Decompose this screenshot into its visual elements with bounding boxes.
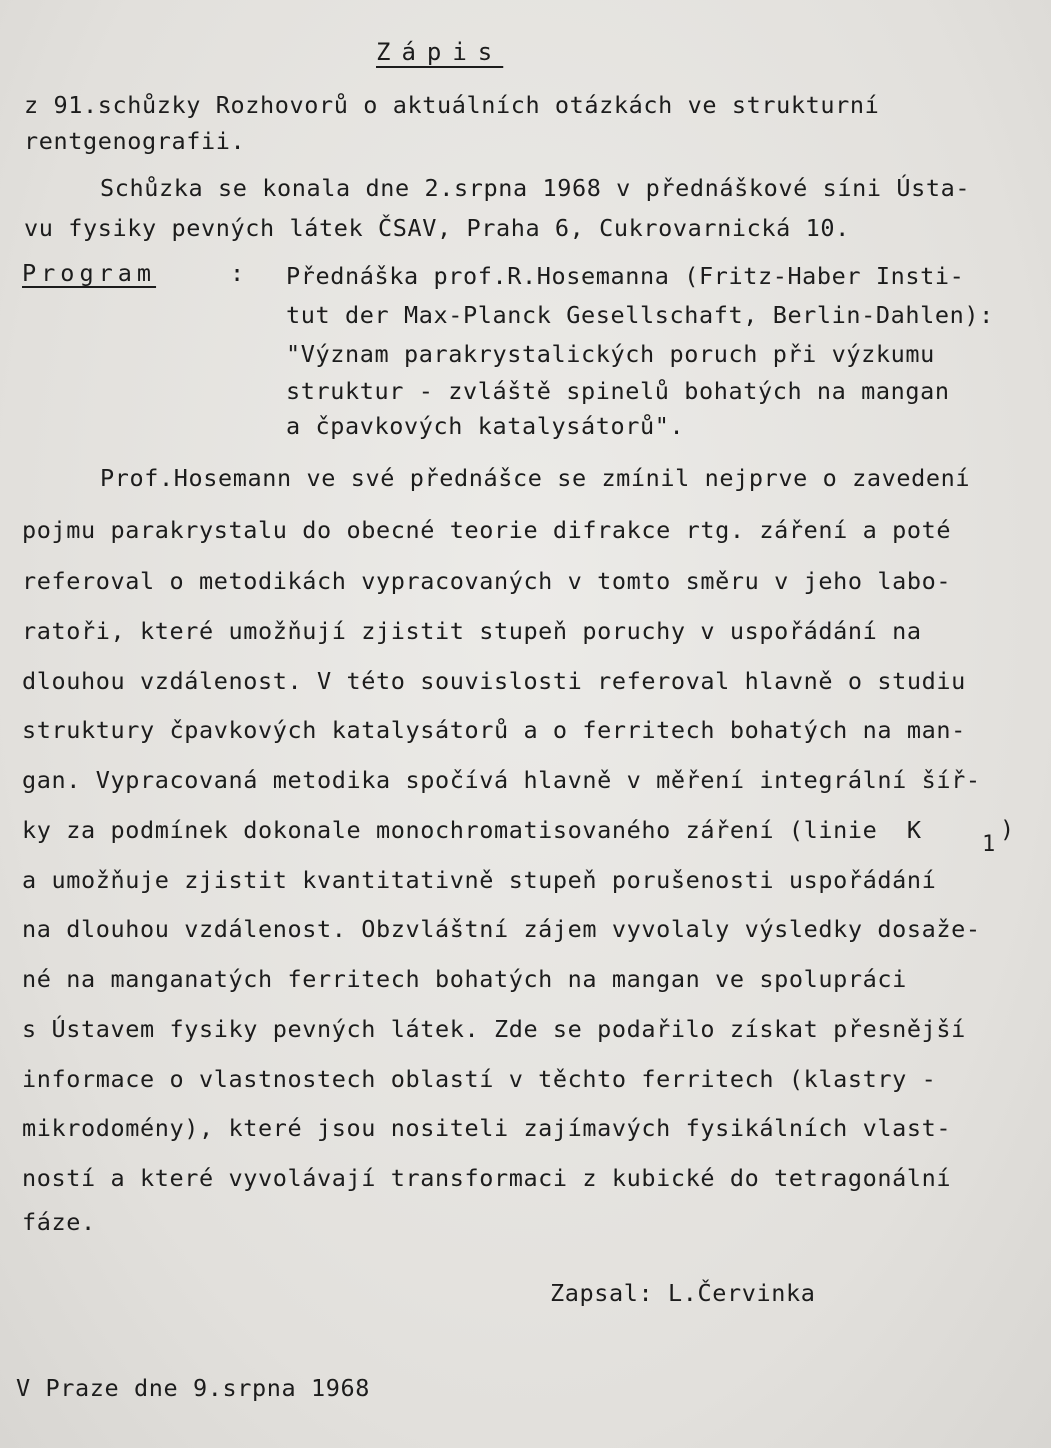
body-line-11: né na manganatých ferritech bohatých na mangan ve spolupráci	[22, 965, 907, 993]
program-line-2: tut der Max-Planck Gesellschaft, Berlin-Dahlen):	[286, 301, 994, 329]
body-line-6: struktury čpavkových katalysátorů a o ferritech bohatých na man-	[22, 716, 966, 744]
program-line-3: "Význam parakrystalických poruch při výzkumu	[286, 340, 935, 368]
body-line-9: a umožňuje zjistit kvantitativně stupeň porušenosti uspořádání	[22, 866, 937, 894]
body-line-8: ky za podmínek dokonale monochromatisovaného záření (linie K	[22, 816, 922, 844]
body-line-15: ností a které vyvolávají transformaci z kubické do tetragonální	[22, 1164, 952, 1192]
body-line-2: pojmu parakrystalu do obecné teorie difrakce rtg. záření a poté	[22, 516, 952, 544]
body-line-4: ratoři, které umožňují zjistit stupeň poruchy v uspořádání na	[22, 617, 922, 645]
program-label: Program	[22, 259, 157, 287]
signature: Zapsal: L.Červinka	[550, 1279, 816, 1307]
place-date: V Praze dne 9.srpna 1968	[16, 1374, 370, 1402]
intro-line-1: z 91.schůzky Rozhovorů o aktuálních otázkách ve strukturní	[24, 91, 880, 119]
program-line-4: struktur - zvláště spinelů bohatých na mangan	[286, 377, 950, 405]
body-line-1: Prof.Hosemann ve své přednášce se zmínil nejprve o zavedení	[100, 464, 971, 492]
body-line-16: fáze.	[22, 1208, 96, 1236]
body-line-10: na dlouhou vzdálenost. Obzvláštní zájem vyvolaly výsledky dosaže-	[22, 915, 981, 943]
body-line-12: s Ústavem fysiky pevných látek. Zde se podařilo získat přesnější	[22, 1015, 966, 1043]
meeting-line-1: Schůzka se konala dne 2.srpna 1968 v přednáškové síni Ústa-	[100, 174, 971, 202]
alpha-subscript: 1	[982, 832, 996, 857]
intro-line-2: rentgenografii.	[24, 127, 246, 155]
document-title: Zápis	[376, 38, 504, 66]
meeting-line-2: vu fysiky pevných látek ČSAV, Praha 6, Cukrovarnická 10.	[24, 214, 850, 242]
body-line-13: informace o vlastnostech oblastí v těchto ferritech (klastry -	[22, 1065, 937, 1093]
alpha-close-paren: )	[1000, 815, 1015, 843]
body-line-7: gan. Vypracovaná metodika spočívá hlavně v měření integrální šíř-	[22, 766, 981, 794]
program-colon: :	[230, 259, 245, 287]
body-line-5: dlouhou vzdálenost. V této souvislosti referoval hlavně o studiu	[22, 667, 966, 695]
program-line-5: a čpavkových katalysátorů".	[286, 412, 685, 440]
body-line-3: referoval o metodikách vypracovaných v tomto směru v jeho labo-	[22, 567, 952, 595]
program-line-1: Přednáška prof.R.Hosemanna (Fritz-Haber Insti-	[286, 262, 965, 290]
body-line-14: mikrodomény), které jsou nositeli zajímavých fysikálních vlast-	[22, 1114, 952, 1142]
